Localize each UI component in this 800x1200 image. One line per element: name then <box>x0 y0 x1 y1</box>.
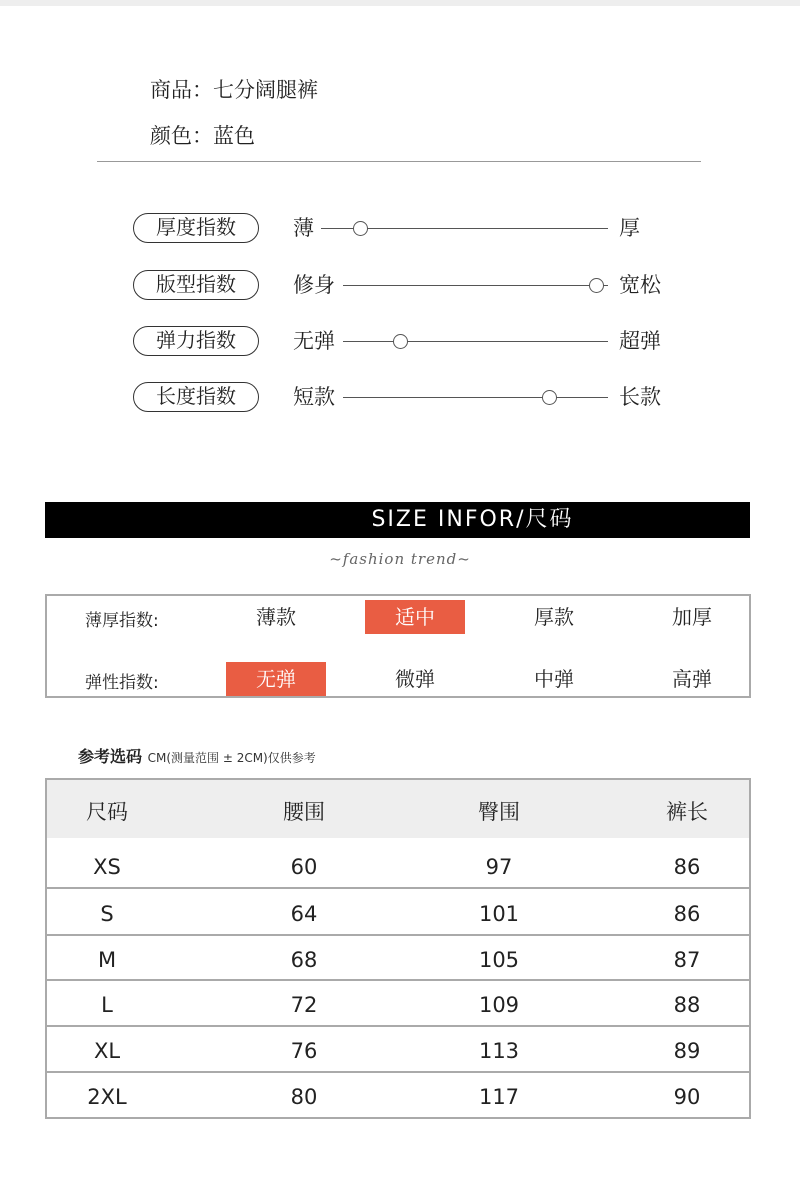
feel-option: 中弹 <box>534 667 574 691</box>
size-value-cell: 87 <box>673 948 701 972</box>
index-track <box>343 285 608 286</box>
banner-title: SIZE INFOR/尺码 <box>371 507 574 532</box>
size-value-cell: 80 <box>290 1085 318 1109</box>
size-table-header-cell: 尺码 <box>86 800 128 824</box>
index-label: 厚度指数 <box>133 213 259 243</box>
size-table-header-cell: 腰围 <box>283 800 325 824</box>
size-value-cell: 109 <box>478 993 520 1017</box>
index-knob <box>589 278 604 293</box>
index-left-label: 修身 <box>293 273 335 297</box>
feel-option: 高弹 <box>672 667 712 691</box>
size-value-cell: 101 <box>478 902 520 926</box>
product-color: 颜色：蓝色 <box>150 124 255 148</box>
size-value-cell: 72 <box>290 993 318 1017</box>
size-value-cell: 89 <box>673 1039 701 1063</box>
index-label: 版型指数 <box>133 270 259 300</box>
reference-title-text: 参考选码 <box>78 747 143 766</box>
index-row <box>133 326 693 358</box>
size-label-cell: L <box>101 993 113 1017</box>
size-value-cell: 64 <box>290 902 318 926</box>
index-left-label: 无弹 <box>293 329 335 353</box>
product-name: 商品：七分阔腿裤 <box>150 78 318 102</box>
index-knob <box>353 221 368 236</box>
index-left-label: 薄 <box>293 216 314 240</box>
index-knob <box>393 334 408 349</box>
size-value-cell: 76 <box>290 1039 318 1063</box>
size-label-cell: XS <box>93 855 121 879</box>
size-table-row-divider <box>47 1071 749 1073</box>
size-value-cell: 113 <box>478 1039 520 1063</box>
size-label-cell: 2XL <box>87 1085 127 1109</box>
index-row <box>133 270 693 302</box>
reference-title <box>78 744 316 767</box>
feel-box <box>45 594 751 698</box>
index-row <box>133 382 693 414</box>
index-left-label: 短款 <box>293 385 335 409</box>
size-label-cell: M <box>97 948 117 972</box>
feel-option: 无弹 <box>226 662 326 696</box>
size-table-header-cell: 臀围 <box>478 800 520 824</box>
size-value-cell: 117 <box>478 1085 520 1109</box>
size-value-cell: 60 <box>290 855 318 879</box>
size-table-header-cell: 裤长 <box>666 800 708 824</box>
size-table-row-divider <box>47 887 749 889</box>
feel-row-label: 薄厚指数: <box>85 611 159 631</box>
index-right-label: 厚 <box>619 216 640 240</box>
size-table-row-divider <box>47 934 749 936</box>
size-value-cell: 88 <box>673 993 701 1017</box>
size-value-cell: 97 <box>485 855 513 879</box>
index-track <box>343 397 608 398</box>
size-value-cell: 86 <box>673 855 701 879</box>
feel-row-label: 弹性指数: <box>85 673 159 693</box>
size-value-cell: 90 <box>673 1085 701 1109</box>
index-right-label: 宽松 <box>619 273 661 297</box>
feel-option: 适中 <box>365 600 465 634</box>
feel-option: 厚款 <box>534 605 574 629</box>
top-strip <box>0 0 800 6</box>
size-value-cell: 105 <box>478 948 520 972</box>
index-right-label: 超弹 <box>619 329 661 353</box>
index-track <box>343 341 608 342</box>
size-value-cell: 68 <box>290 948 318 972</box>
index-right-label: 长款 <box>619 385 661 409</box>
index-knob <box>542 390 557 405</box>
feel-option: 加厚 <box>672 605 712 629</box>
size-label-cell: S <box>100 902 114 926</box>
size-table-row-divider <box>47 979 749 981</box>
divider <box>97 161 701 162</box>
size-value-cell: 86 <box>673 902 701 926</box>
reference-note: CM(测量范围 ± 2CM)仅供参考 <box>147 751 316 765</box>
size-banner <box>45 502 750 538</box>
index-label: 长度指数 <box>133 382 259 412</box>
index-label: 弹力指数 <box>133 326 259 356</box>
feel-option: 薄款 <box>256 605 296 629</box>
feel-option: 微弹 <box>395 667 435 691</box>
size-label-cell: XL <box>93 1039 121 1063</box>
banner-subtitle: ~fashion trend~ <box>329 550 471 568</box>
size-table <box>45 778 751 1119</box>
size-table-row-divider <box>47 1025 749 1027</box>
index-row <box>133 213 693 245</box>
